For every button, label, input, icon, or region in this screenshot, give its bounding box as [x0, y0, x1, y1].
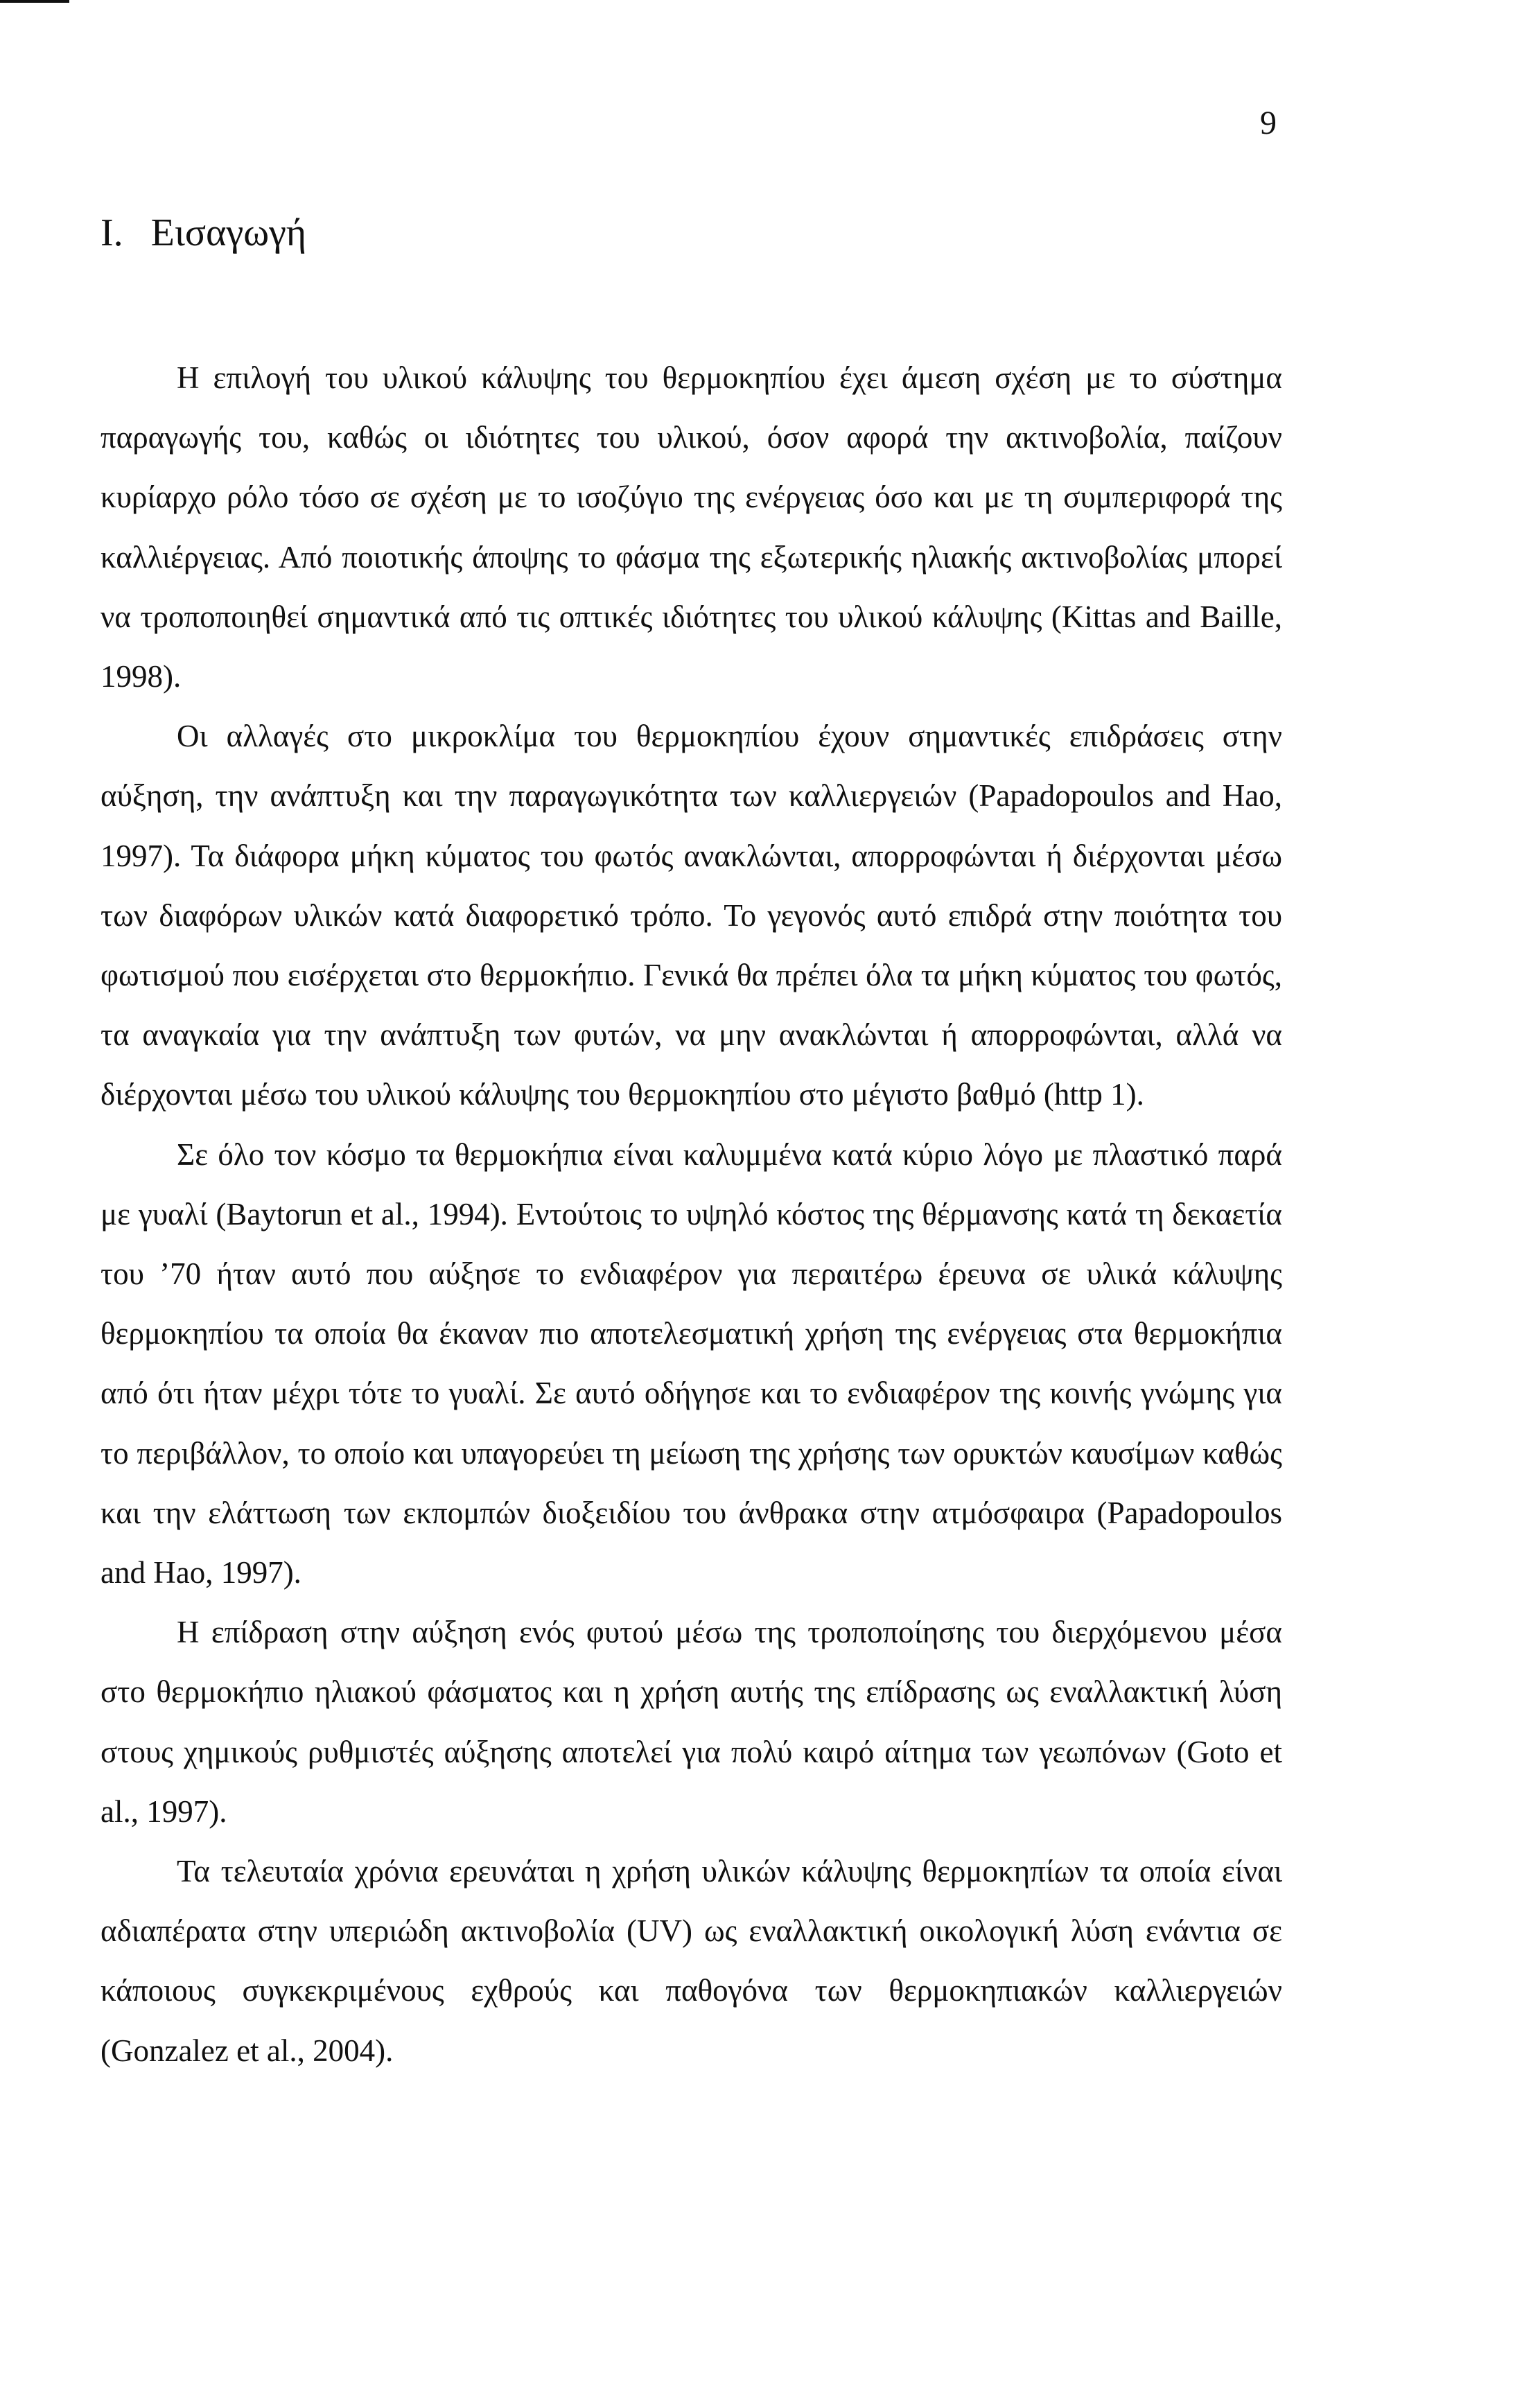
section-title: Εισαγωγή — [150, 211, 307, 254]
paragraph-4: Η επίδραση στην αύξηση ενός φυτού μέσω της τροποποίησης του διερχόμενου μέσα στο θερμοκήπιο ηλιακού φάσματος και η χρήση αυτής της επίδρασης ως εναλλακτική λύση στους χημικούς ρυθμιστές αύξησης αποτελεί για πολύ καιρό αίτημα των γεωπόνων (Goto et al., 1997). — [100, 1615, 1282, 1829]
page-number: 9 — [1260, 105, 1277, 141]
section-heading — [100, 208, 306, 258]
paragraph-2: Οι αλλαγές στο μικροκλίμα του θερμοκηπίου έχουν σημαντικές επιδράσεις στην αύξηση, την ανάπτυξη και την παραγωγικότητα των καλλιεργειών (Papadopoulos and Hao, 1997). Τα διάφορα μήκη κύματος του φωτός ανακλώνται, απορροφώνται ή διέρχονται μέσω των διαφόρων υλικών κατά διαφορετικό τρόπο. Το γεγονός αυτό επιδρά στην ποιότητα του φωτισμού που εισέρχεται στο θερμοκήπιο. Γενικά θα πρέπει όλα τα μήκη κύματος του φωτός, τα αναγκαία για την ανάπτυξη των φυτών, να μην ανακλώνται ή απορροφώνται, αλλά να διέρχονται μέσω του υλικού κάλυψης του θερμοκηπίου στο μέγιστο βαθμό (http 1). — [100, 719, 1282, 1112]
paragraph-5: Τα τελευταία χρόνια ερευνάται η χρήση υλικών κάλυψης θερμοκηπίων τα οποία είναι αδιαπέρατα στην υπεριώδη ακτινοβολία (UV) ως εναλλακτική οικολογική λύση ενάντια σε κάποιους συγκεκριμένους εχθρούς και παθογόνα των θερμοκηπιακών καλλιεργειών (Gonzalez et al., 2004). — [100, 1854, 1282, 2068]
scan-edge-mark — [0, 0, 69, 3]
paragraph-3: Σε όλο τον κόσμο τα θερμοκήπια είναι καλυμμένα κατά κύριο λόγο με πλαστικό παρά με γυαλί (Baytorun et al., 1994). Εντούτοις το υψηλό κόστος της θέρμανσης κατά τη δεκαετία του ’70 ήταν αυτό που αύξησε το ενδιαφέρον για περαιτέρω έρευνα σε υλικά κάλυψης θερμοκηπίου τα οποία θα έκαναν πιο αποτελεσματική χρήση της ενέργειας στα θερμοκήπια από ότι ήταν μέχρι τότε το γυαλί. Σε αυτό οδήγησε και το ενδιαφέρον της κοινής γνώμης για το περιβάλλον, το οποίο και υπαγορεύει τη μείωση της χρήσης των ορυκτών καυσίμων καθώς και την ελάττωση των εκπομπών διοξειδίου του άνθρακα στην ατμόσφαιρα (Papadopoulos and Hao, 1997). — [100, 1137, 1282, 1590]
section-number: I. — [100, 211, 123, 254]
paragraph-1: Η επιλογή του υλικού κάλυψης του θερμοκηπίου έχει άμεση σχέση με το σύστημα παραγωγής του, καθώς οι ιδιότητες του υλικού, όσον αφορά την ακτινοβολία, παίζουν κυρίαρχο ρόλο τόσο σε σχέση με το ισοζύγιο της ενέργειας όσο και με τη συμπεριφορά της καλλιέργειας. Από ποιοτικής άποψης το φάσμα της εξωτερικής ηλιακής ακτινοβολίας μπορεί να τροποποιηθεί σημαντικά από τις οπτικές ιδιότητες του υλικού κάλυψης (Kittas and Baille, 1998). — [100, 360, 1282, 694]
body-text — [100, 348, 1282, 2080]
